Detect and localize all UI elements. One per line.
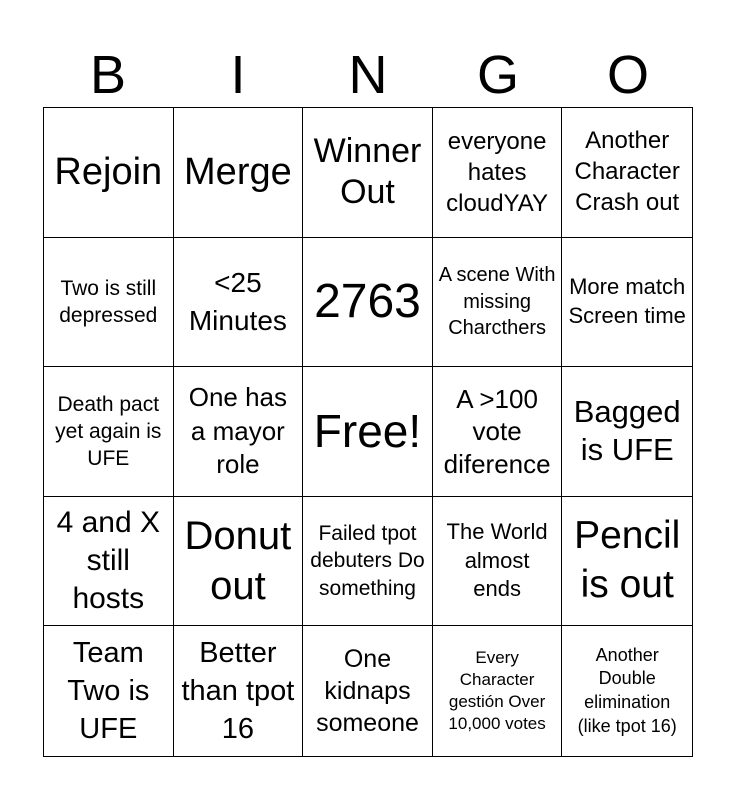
bingo-cell[interactable] (562, 626, 692, 756)
cell-text: One has a mayor role (188, 381, 288, 480)
bingo-cell[interactable] (174, 238, 304, 368)
bingo-cell[interactable] (44, 497, 174, 627)
header-letter-o: O (606, 45, 649, 105)
cell-text: Every Character gestión Over 10,000 votes (448, 648, 546, 734)
bingo-cell[interactable] (303, 108, 433, 238)
bingo-cell[interactable] (303, 626, 433, 756)
header-letter-i: I (230, 45, 246, 105)
bingo-cell[interactable] (433, 497, 563, 627)
cell-text: Death pact yet again is UFE (55, 392, 162, 471)
cell-text: Bagged is UFE (573, 393, 681, 468)
bingo-header (43, 44, 693, 106)
bingo-cell[interactable] (433, 367, 563, 497)
cell-text: Winner Out (313, 131, 422, 212)
cell-text: <25 Minutes (188, 267, 287, 336)
cell-text: A scene With missing Charcthers (438, 264, 556, 340)
bingo-cell[interactable] (562, 367, 692, 497)
cell-text: Pencil is out (574, 514, 681, 607)
bingo-cell[interactable] (44, 626, 174, 756)
cell-text: The World almost ends (446, 519, 548, 602)
bingo-cell[interactable] (433, 238, 563, 368)
bingo-cell[interactable] (44, 108, 174, 238)
cell-text: Two is still depressed (59, 276, 158, 327)
header-letter-g: G (476, 45, 519, 105)
cell-text: Donut out (184, 514, 292, 609)
bingo-cell[interactable] (174, 497, 304, 627)
bingo-cell[interactable] (562, 497, 692, 627)
bingo-cell[interactable] (303, 367, 433, 497)
header-letter-b: B (89, 45, 127, 105)
cell-text: Another Double elimination (like tpot 16) (577, 644, 677, 736)
bingo-board (43, 107, 693, 757)
cell-text: Failed tpot debuters Do something (310, 522, 425, 600)
bingo-cell[interactable] (562, 108, 692, 238)
cell-text: Free! (313, 404, 422, 457)
bingo-cell[interactable] (562, 238, 692, 368)
bingo-cell[interactable] (44, 367, 174, 497)
cell-text: Better than tpot 16 (181, 636, 295, 746)
cell-text: Team Two is UFE (67, 636, 150, 746)
cell-text: Another Character Crash out (574, 127, 680, 216)
cell-text: 2763 (314, 275, 421, 329)
cell-text: Merge (184, 151, 292, 194)
bingo-cell[interactable] (303, 238, 433, 368)
cell-text: everyone hates cloudYAY (446, 127, 549, 217)
cell-text: 4 and X still hosts (56, 505, 160, 616)
header-letter-n: N (348, 45, 388, 105)
bingo-cell[interactable] (303, 497, 433, 627)
bingo-cell[interactable] (174, 367, 304, 497)
bingo-cell[interactable] (433, 108, 563, 238)
bingo-cell[interactable] (174, 108, 304, 238)
cell-text: More match Screen time (568, 274, 686, 328)
cell-text: One kidnaps someone (316, 645, 419, 738)
bingo-cell[interactable] (433, 626, 563, 756)
cell-text: Rejoin (54, 151, 163, 194)
bingo-cell[interactable] (174, 626, 304, 756)
cell-text: A >100 vote diference (443, 383, 551, 479)
bingo-cell[interactable] (44, 238, 174, 368)
